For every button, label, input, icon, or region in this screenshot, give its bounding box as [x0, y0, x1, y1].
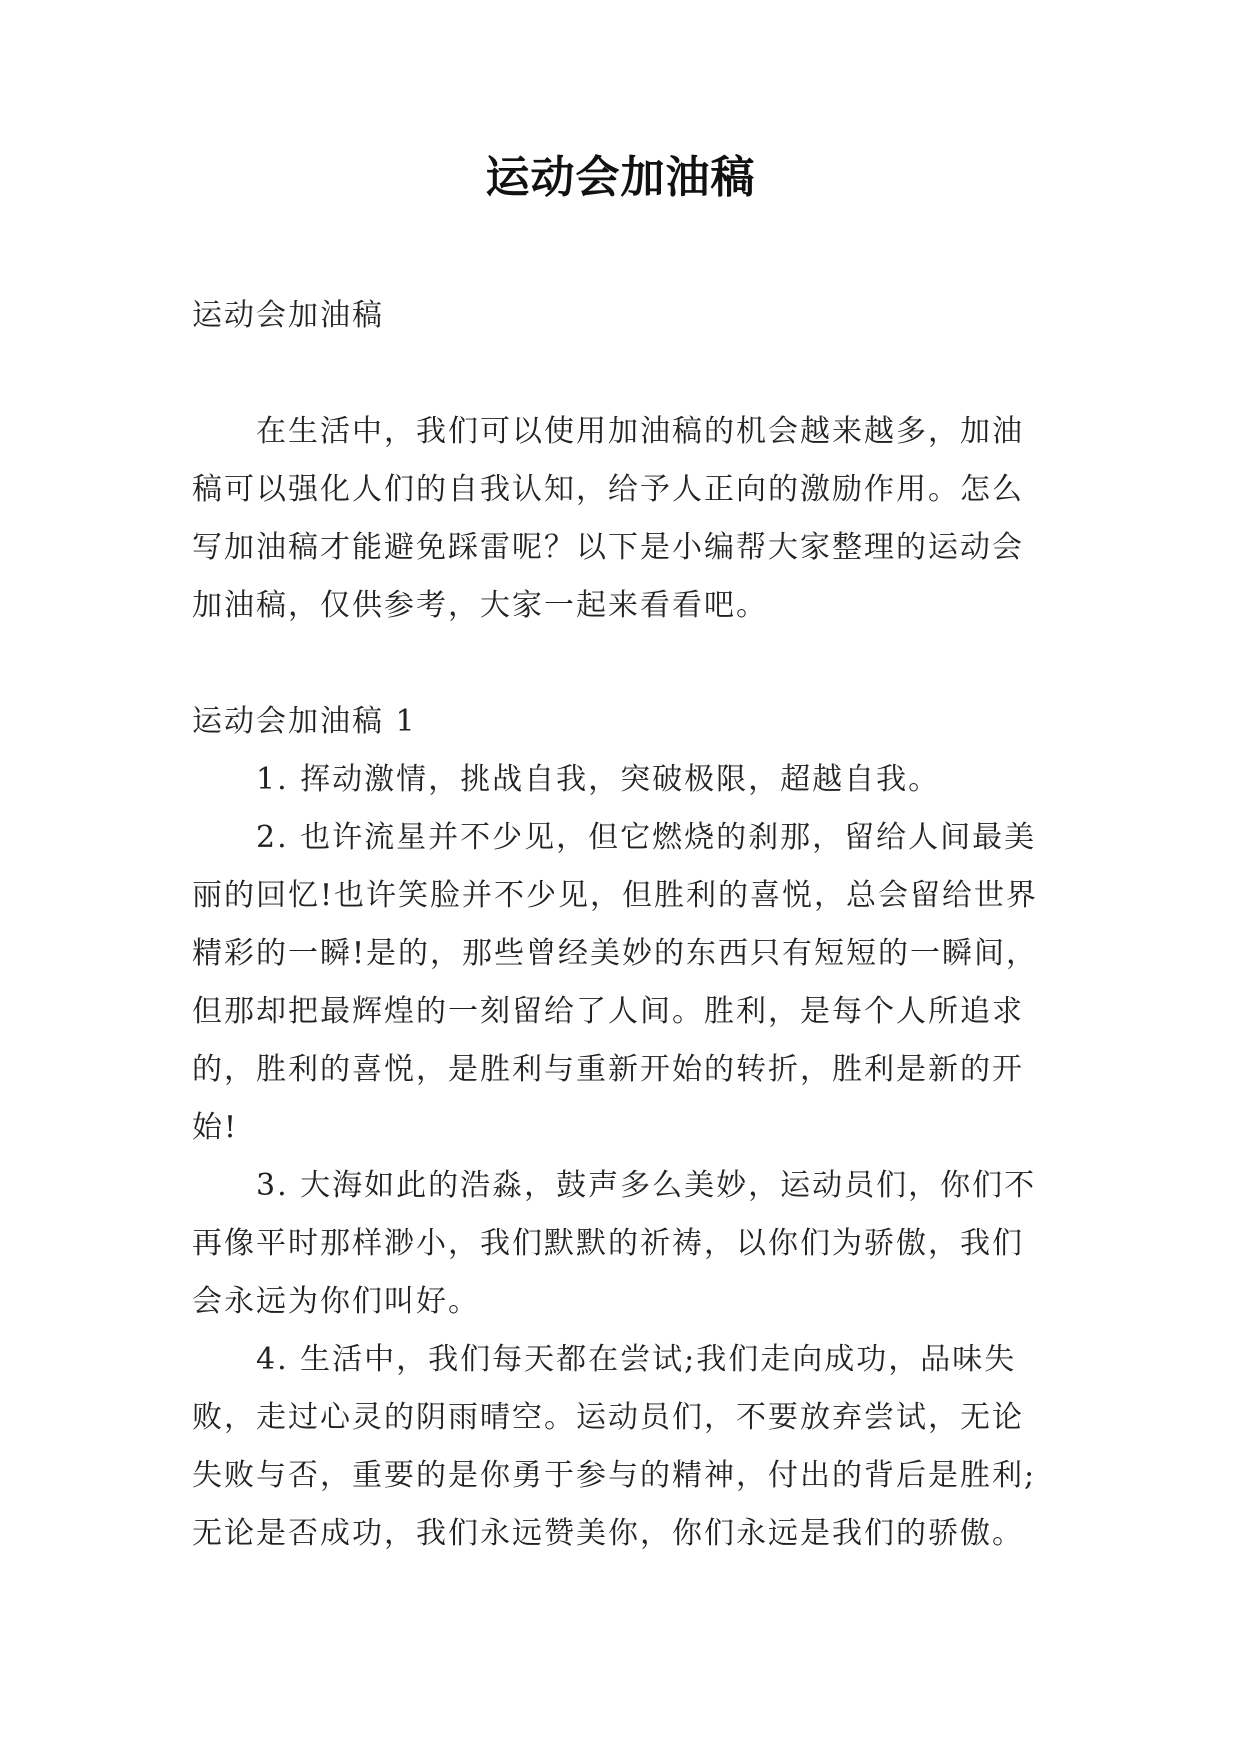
list-item: 4. 生活中，我们每天都在尝试;我们走向成功，品味失败，走过心灵的阴雨晴空。运动员们，不要放弃尝试，无论失败与否，重要的是你勇于参与的精神，付出的背后是胜利;无论是否成功，我们永远赞美你，你们永远是我们的骄傲。 — [192, 1342, 1037, 1551]
document-title: 运动会加油稿 — [485, 152, 756, 203]
document-subtitle: 运动会加油稿 — [192, 298, 384, 333]
list-item: 3. 大海如此的浩淼，鼓声多么美妙，运动员们，你们不再像平时那样渺小，我们默默的祈祷，以你们为骄傲，我们会永远为你们叫好。 — [192, 1168, 1037, 1319]
list-item: 2. 也许流星并不少见，但它燃烧的刹那，留给人间最美丽的回忆!也许笑脸并不少见，但胜利的喜悦，总会留给世界精彩的一瞬!是的，那些曾经美妙的东西只有短短的一瞬间，但那却把最辉煌的一刻留给了人间。胜利，是每个人所追求的，胜利的喜悦，是胜利与重新开始的转折，胜利是新的开始! — [192, 820, 1039, 1145]
intro-paragraph: 在生活中，我们可以使用加油稿的机会越来越多，加油稿可以强化人们的自我认知，给予人正向的激励作用。怎么写加油稿才能避免踩雷呢？以下是小编帮大家整理的运动会加油稿，仅供参考，大家一起来看看吧。 — [192, 414, 1024, 623]
list-item: 1. 挥动激情，挑战自我，突破极限，超越自我。 — [256, 762, 941, 797]
document-body — [192, 287, 1054, 1563]
section-heading: 运动会加油稿 1 — [192, 704, 417, 739]
